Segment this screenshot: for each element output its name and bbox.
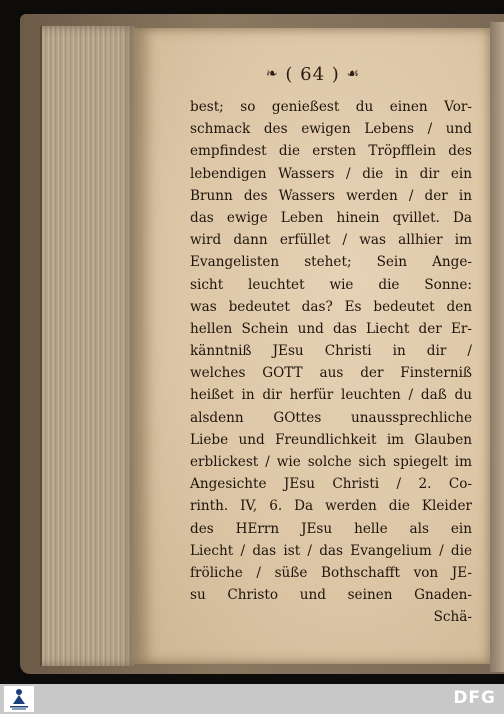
text-line: sicht leuchtet wie die Sonne:: [190, 276, 472, 293]
text-line: alsdenn GOttes unaussprechliche: [190, 409, 472, 426]
viewer-footer-bar: [0, 684, 504, 714]
text-line: wird dann erfüllet / was allhier im: [190, 232, 472, 249]
page-header: [136, 64, 490, 85]
catchword: Schä-: [433, 609, 472, 626]
text-line: lebendigen Wassers / die in dir ein: [190, 165, 472, 182]
text-line: fröliche / süße Bothschafft von JE-: [190, 564, 472, 581]
text-line: hellen Schein und das Liecht der Er-: [190, 320, 472, 337]
text-line: schmack des ewigen Lebens / und: [190, 121, 472, 138]
page-number: ( 64 ): [285, 64, 340, 85]
text-line: känntniß JEsu Christi in dir /: [190, 343, 472, 360]
text-line: Liecht / das ist / das Evangelium / die: [190, 542, 472, 559]
ornament-right-icon: ☙: [346, 66, 361, 82]
facing-page-edge: [490, 22, 504, 672]
dfg-logo[interactable]: DFG: [453, 688, 496, 708]
text-line: rinth. IV, 6. Da werden die Kleider: [190, 498, 472, 515]
page-edges: [40, 26, 138, 666]
text-line: welches GOTT aus der Finsterniß: [190, 365, 472, 382]
page-text: [190, 96, 472, 629]
library-logo-icon[interactable]: [4, 686, 34, 712]
text-line: heißet in dir herfür leuchten / daß du: [190, 387, 472, 404]
text-line: empfindest die ersten Tröpfflein des: [190, 143, 472, 160]
text-line: erblickest / wie solche sich spiegelt im: [190, 454, 472, 470]
text-line: Liebe und Freundlichkeit im Glauben: [190, 431, 472, 448]
text-line: best; so genießest du einen Vor-: [190, 99, 472, 115]
text-line: des HErrn JEsu helle als ein: [190, 520, 472, 537]
text-line: Evangelisten stehet; Sein Ange-: [190, 254, 472, 271]
ornament-left-icon: ❧: [265, 66, 279, 82]
text-line: das ewige Leben hinein qvillet. Da: [190, 209, 472, 226]
text-line: was bedeutet das? Es bedeutet den: [190, 298, 472, 315]
text-line: Angesichte JEsu Christi / 2. Co-: [190, 476, 472, 493]
text-line: Brunn des Wassers werden / der in: [190, 187, 472, 204]
text-line: su Christo und seinen Gnaden-: [190, 587, 472, 604]
